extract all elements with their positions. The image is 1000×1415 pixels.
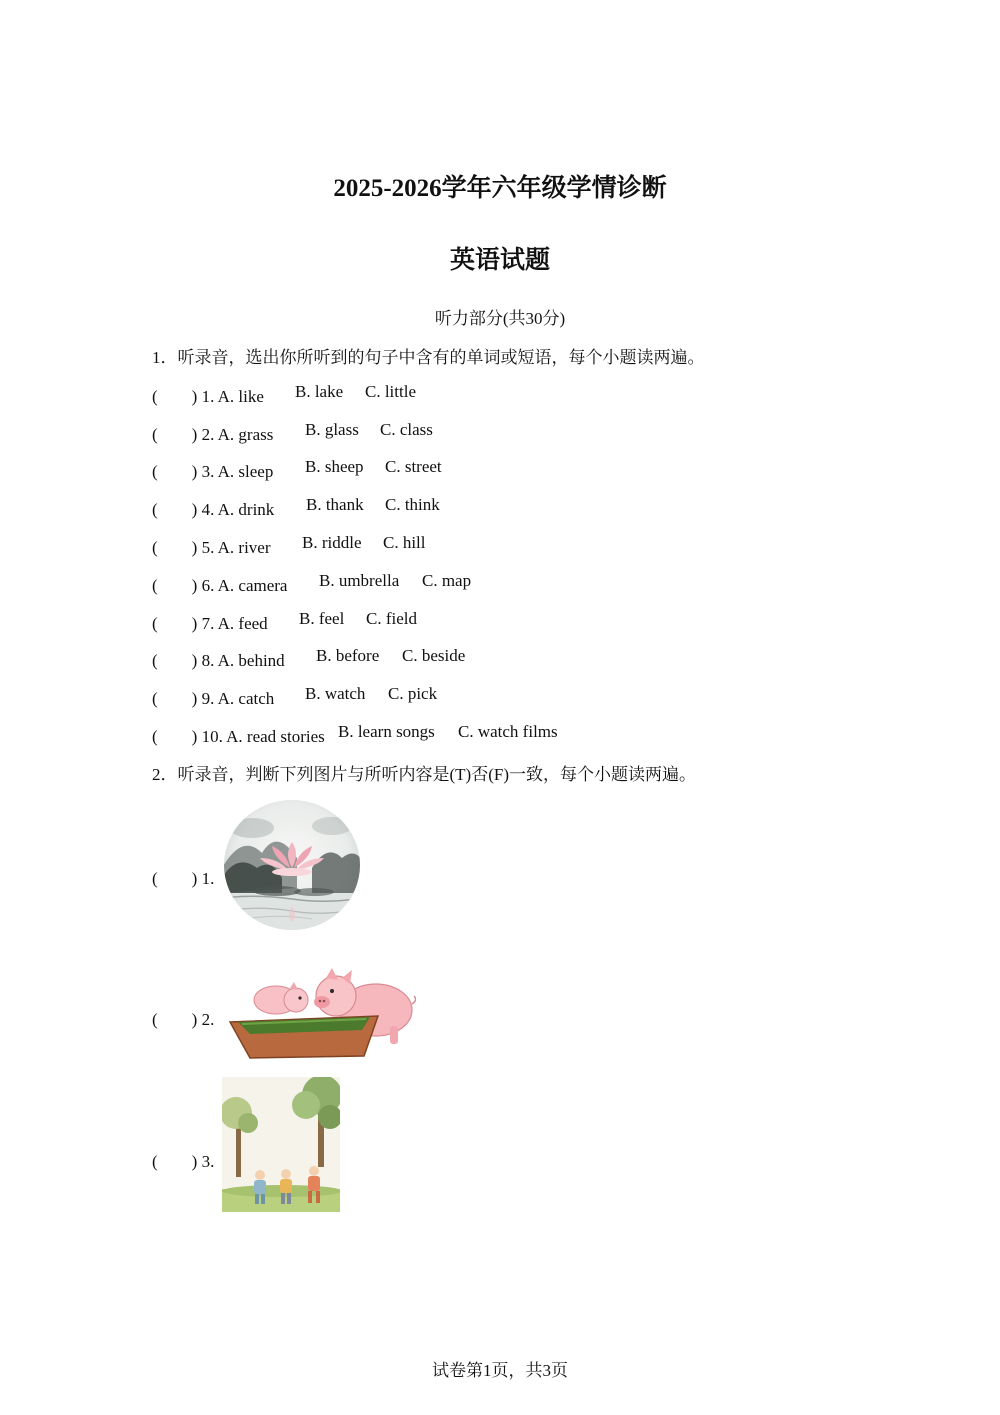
q1-item-1-b: B. lake <box>295 382 344 401</box>
q1-item-10-a: ( ) 10. A. read stories <box>152 727 325 746</box>
q1-item-7-c: C. field <box>366 609 417 628</box>
q1-item-7-a: ( ) 7. A. feed <box>152 614 268 633</box>
q1-item-5-a: ( ) 5. A. river <box>152 538 271 557</box>
pigs-picture <box>228 964 416 1060</box>
q1-item-6-a: ( ) 6. A. camera <box>152 576 288 595</box>
q1-item-5-c: C. hill <box>383 533 426 552</box>
q1-item-8-c: C. beside <box>402 646 466 665</box>
q1-item-7-b: B. feel <box>299 609 345 628</box>
exam-title: 2025-2026学年六年级学情诊断 <box>333 175 667 202</box>
q1-item-4-a: ( ) 4. A. drink <box>152 500 275 519</box>
q2-item-2-label: ( ) 2. <box>152 1010 215 1029</box>
lotus-pond-picture <box>222 798 362 932</box>
q1-item-5-b: B. riddle <box>302 533 362 552</box>
q1-item-2-b: B. glass <box>305 420 359 439</box>
q1-item-2-c: C. class <box>380 420 433 439</box>
q1-item-9-b: B. watch <box>305 684 366 703</box>
q2-item-1-label: ( ) 1. <box>152 869 215 888</box>
q1-item-3-a: ( ) 3. A. sleep <box>152 462 274 481</box>
q1-item-9-c: C. pick <box>388 684 438 703</box>
q1-item-1-a: ( ) 1. A. like <box>152 387 264 406</box>
q1-item-8-a: ( ) 8. A. behind <box>152 651 285 670</box>
q2-item-3-label: ( ) 3. <box>152 1152 215 1171</box>
taichi-picture <box>222 1077 340 1212</box>
page-footer: 试卷第1页，共3页 <box>432 1361 568 1380</box>
q1-item-6-c: C. map <box>422 571 472 590</box>
question-1-instruction: 1．听录音，选出你所听到的句子中含有的单词或短语，每个小题读两遍。 <box>152 348 705 367</box>
q1-item-10-c: C. watch films <box>458 722 558 741</box>
q1-item-10-b: B. learn songs <box>338 722 435 741</box>
q1-item-3-b: B. sheep <box>305 457 364 476</box>
q1-item-6-b: B. umbrella <box>319 571 400 590</box>
section-heading: 听力部分(共30分) <box>434 309 566 328</box>
q1-item-1-c: C. little <box>365 382 416 401</box>
q1-item-9-a: ( ) 9. A. catch <box>152 689 275 708</box>
q1-item-4-c: C. think <box>385 495 440 514</box>
q1-item-3-c: C. street <box>385 457 442 476</box>
q1-item-4-b: B. thank <box>306 495 364 514</box>
q1-item-2-a: ( ) 2. A. grass <box>152 425 274 444</box>
q1-item-8-b: B. before <box>316 646 380 665</box>
question-2-instruction: 2．听录音，判断下列图片与所听内容是(T)否(F)一致，每个小题读两遍。 <box>152 765 696 784</box>
exam-subject: 英语试题 <box>449 247 550 274</box>
